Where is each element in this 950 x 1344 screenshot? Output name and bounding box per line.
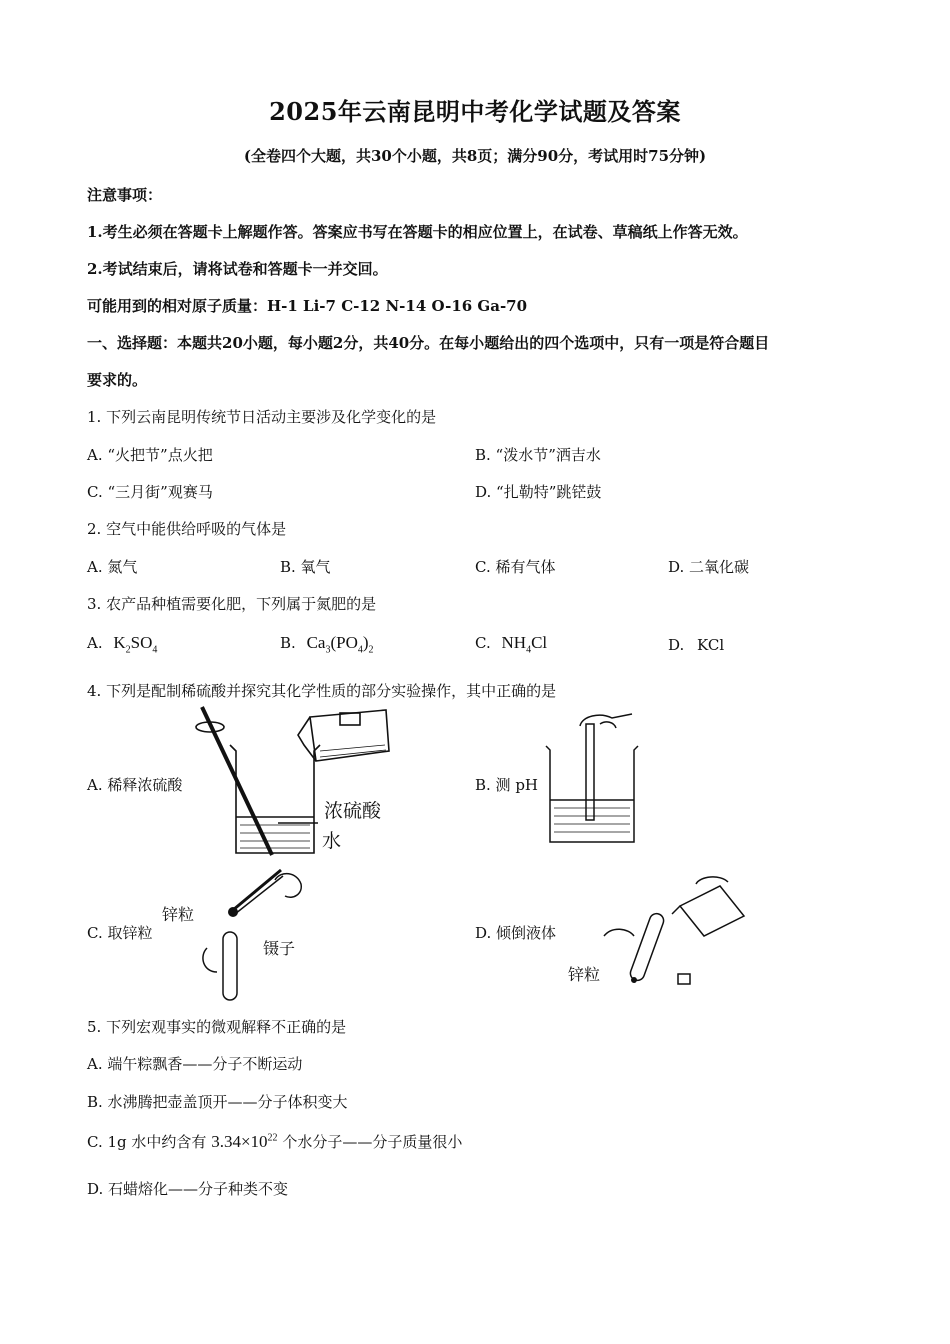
notice-item: 1.考生必须在答题卡上解题作答。答案应书写在答题卡的相应位置上，在试卷、草稿纸上作答无效。 (87, 223, 748, 241)
q2-option-d: D. 二氧化碳 (668, 558, 750, 576)
q5c-suffix: 个水分子——分子质量很小 (282, 1133, 463, 1151)
option-label: C. (475, 634, 491, 652)
formula-part: Ca (306, 633, 326, 652)
q3-option-c (475, 633, 547, 655)
option-label: B. (280, 634, 296, 652)
formula-part: ) (362, 633, 369, 652)
formula-ca3po42 (306, 633, 374, 656)
q4-option-b: B. 测 pH (475, 776, 539, 794)
formula-sub: 4 (152, 644, 158, 656)
q2-option-b: B. 氧气 (280, 558, 331, 576)
q5c-prefix: C. 1g 水中约含有 (87, 1133, 207, 1151)
figure-measure-ph (540, 712, 650, 847)
test-tube (223, 932, 237, 1000)
formula-sub: 4 (357, 644, 363, 656)
formula-sub: 2 (125, 644, 131, 656)
reagent-bottle (680, 886, 744, 936)
formula-nh4cl (501, 633, 548, 656)
label-conc-acid: 浓硫酸 (324, 800, 382, 822)
beaker-outline (546, 746, 638, 842)
formula-sub: 2 (368, 644, 374, 656)
q2-option-c: C. 稀有气体 (475, 558, 556, 576)
formula-sub: 4 (526, 644, 532, 656)
q5-option-b: B. 水沸腾把壶盖顶开——分子体积变大 (87, 1093, 348, 1111)
formula-part: Cl (531, 633, 548, 652)
formula-sub: 3 (325, 644, 331, 656)
q4-option-a: A. 稀释浓硫酸 (87, 776, 183, 794)
formula-part: SO (130, 633, 153, 652)
formula-part: (PO (330, 633, 358, 652)
formula-kcl: KCl (697, 636, 725, 654)
label-tweezers: 镊子 (263, 939, 296, 958)
q4-option-c: C. 取锌粒 (87, 924, 153, 942)
formula-part: K (113, 633, 126, 652)
figure-pour-liquid (600, 876, 750, 991)
q1-option-a: A. “火把节”点火把 (87, 446, 213, 464)
number-mantissa: 3.34×10 (211, 1132, 268, 1151)
q5-option-d: D. 石蜡熔化——分子种类不变 (87, 1180, 289, 1198)
question-2-stem: 2. 空气中能供给呼吸的气体是 (87, 520, 287, 538)
option-label: D. (668, 636, 685, 654)
atomic-mass-line: 可能用到的相对原子质量：H-1 Li-7 C-12 N-14 O-16 Ga-70 (87, 297, 528, 315)
q3-option-a (87, 633, 157, 655)
q4-option-d: D. 倾倒液体 (475, 924, 557, 942)
bottle-mouth (672, 906, 680, 914)
finger (600, 722, 616, 728)
formula-k2so4 (113, 633, 158, 656)
notice-item: 2.考试结束后，请将试卷和答题卡一并交回。 (87, 260, 388, 278)
tweezers (233, 870, 281, 910)
q1-option-d: D. “扎勒特”跳铓鼓 (475, 483, 602, 501)
question-5-stem: 5. 下列宏观事实的微观解释不正确的是 (87, 1018, 347, 1036)
q1-option-c: C. “三月街”观赛马 (87, 483, 213, 501)
hand-tube (203, 948, 217, 972)
q3-option-d (668, 636, 724, 654)
label-water: 水 (322, 830, 342, 852)
label-zinc: 锌粒 (162, 905, 195, 924)
test-tube (628, 912, 665, 983)
hand-d (604, 929, 634, 936)
q5c-number (211, 1132, 277, 1151)
bottle-label (340, 713, 360, 725)
question-4-stem: 4. 下列是配制稀硫酸并探究其化学性质的部分实验操作，其中正确的是 (87, 682, 557, 700)
zinc-granule (228, 907, 238, 917)
section-heading-cont: 要求的。 (87, 371, 148, 389)
question-3-stem: 3. 农产品种植需要化肥，下列属于氮肥的是 (87, 595, 377, 613)
label-zinc-d: 锌粒 (568, 965, 601, 984)
figure-take-zinc (185, 860, 315, 1005)
page-title: 2025年云南昆明中考化学试题及答案 (269, 97, 681, 126)
q2-option-a: A. 氮气 (87, 558, 138, 576)
q3-option-b (280, 633, 374, 655)
option-label: A. (87, 634, 103, 652)
ph-paper (586, 724, 594, 820)
exam-info: (全卷四个大题，共30个小题，共8页；满分90分，考试用时75分钟) (243, 147, 707, 165)
notice-heading: 注意事项： (87, 186, 163, 204)
zinc-granule (631, 977, 637, 983)
figure-dilute-acid (190, 705, 400, 860)
q5-option-c (87, 1131, 462, 1152)
tweezers-arm (235, 876, 283, 914)
bottle-stopper (678, 974, 690, 984)
q1-option-b: B. “泼水节”洒吉水 (475, 446, 601, 464)
formula-part: NH (501, 633, 527, 652)
hand-c (275, 874, 301, 898)
question-1-stem: 1. 下列云南昆明传统节日活动主要涉及化学变化的是 (87, 408, 437, 426)
number-exponent: 22 (267, 1132, 278, 1144)
section-heading: 一、选择题：本题共20小题，每小题2分，共40分。在每小题给出的四个选项中，只有一项是符合题目 (87, 334, 770, 352)
acid-bottle (310, 710, 389, 761)
hand-bottle (696, 877, 728, 884)
q5-option-a: A. 端午粽飘香——分子不断运动 (87, 1055, 303, 1073)
